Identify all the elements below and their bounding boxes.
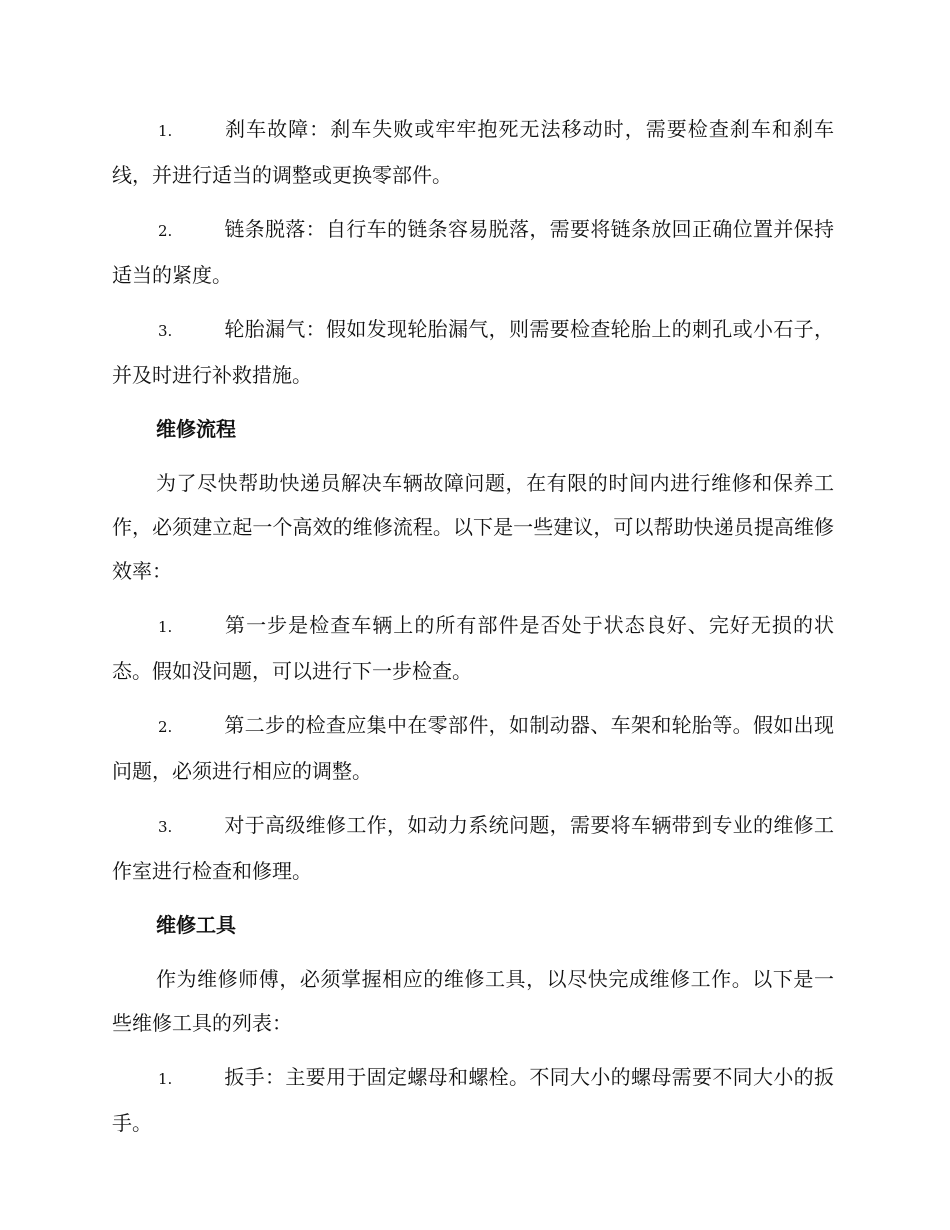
process-intro-paragraph: 为了尽快帮助快递员解决车辆故障问题，在有限的时间内进行维修和保养工作，必须建立起一个高效的维修流程。以下是一些建议，可以帮助快递员提高维修效率： — [112, 471, 834, 583]
section-heading-tools: 维修工具 — [156, 913, 236, 937]
list-number: 2. — [158, 222, 173, 240]
list-item — [112, 107, 834, 197]
section-heading-process: 维修流程 — [156, 417, 236, 441]
document-page — [112, 107, 834, 1155]
list-item — [112, 603, 834, 693]
list-item — [112, 207, 834, 297]
list-text: 第二步的检查应集中在零部件，如制动器、车架和轮胎等。假如出现问题，必须进行相应的调整。 — [112, 713, 834, 783]
list-text: 对于高级维修工作，如动力系统问题，需要将车辆带到专业的维修工作室进行检查和修理。 — [112, 813, 834, 883]
list-number: 1. — [158, 618, 173, 636]
list-number: 3. — [158, 818, 173, 836]
list-text: 刹车故障：刹车失败或牢牢抱死无法移动时，需要检查刹车和刹车线，并进行适当的调整或更换零部件。 — [112, 117, 834, 187]
list-number: 1. — [158, 122, 173, 140]
tools-intro-paragraph: 作为维修师傅，必须掌握相应的维修工具，以尽快完成维修工作。以下是一些维修工具的列表： — [112, 967, 834, 1035]
list-number: 2. — [158, 718, 173, 736]
list-text: 轮胎漏气：假如发现轮胎漏气，则需要检查轮胎上的刺孔或小石子，并及时进行补救措施。 — [112, 317, 834, 387]
list-item — [112, 1055, 834, 1145]
list-text: 第一步是检查车辆上的所有部件是否处于状态良好、完好无损的状态。假如没问题，可以进行下一步检查。 — [112, 613, 834, 683]
list-item — [112, 703, 834, 793]
list-number: 3. — [158, 322, 173, 340]
list-item — [112, 307, 834, 397]
list-text: 链条脱落：自行车的链条容易脱落，需要将链条放回正确位置并保持适当的紧度。 — [112, 217, 834, 287]
list-text: 扳手：主要用于固定螺母和螺栓。不同大小的螺母需要不同大小的扳手。 — [112, 1065, 834, 1135]
list-item — [112, 803, 834, 893]
list-number: 1. — [158, 1070, 173, 1088]
